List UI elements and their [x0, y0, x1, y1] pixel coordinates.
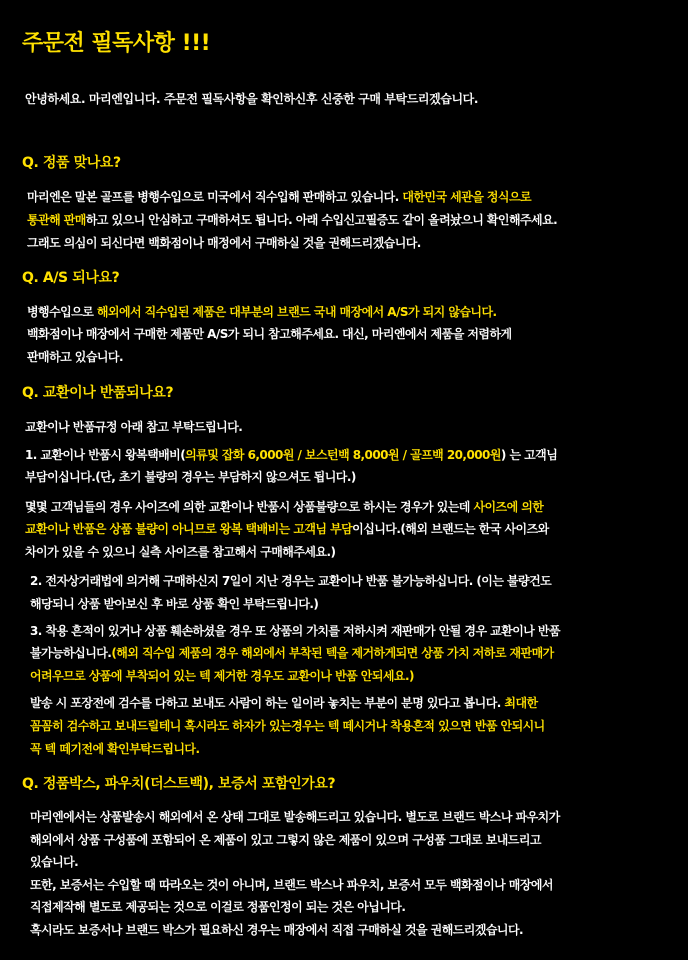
faq-answer-line [27, 188, 531, 205]
answer-text: 그래도 의심이 되신다면 백화점이나 매정에서 구매하실 것을 권해드리겠습니다. [27, 236, 421, 250]
faq-answer-line [30, 694, 538, 711]
highlighted-text: 꼭 텍 떼기전에 확인부탁드립니다. [30, 742, 200, 756]
faq-answer-line [30, 572, 551, 589]
faq-answer-line [30, 622, 560, 639]
faq-answer-line [30, 644, 554, 661]
answer-text: 판매하고 있습니다. [27, 350, 123, 364]
answer-text: 백화점이나 매장에서 구매한 제품만 A/S가 되니 참고해주세요. 대신, 마리엔에서 제품을 저렴하게 [27, 327, 512, 341]
answer-text: 불가능하십니다. [30, 646, 112, 660]
faq-answer-line [30, 740, 199, 757]
highlighted-text: 꼼꼼히 검수하고 보내드릴테니 혹시라도 하자가 있는경우는 텍 떼시거나 착용흔적 있으면 반품 안되시니 [30, 719, 545, 733]
answer-text: 마리엔에서는 상품발송시 해외에서 온 상태 그대로 발송해드리고 있습니다. 별도로 브랜드 박스나 파우치가 [30, 810, 560, 824]
answer-text: 병행수입으로 [27, 305, 97, 319]
highlighted-text: 의류및 잡화 6,000원 / 보스턴백 8,000원 / 골프백 20,000원 [185, 448, 501, 462]
answer-text: 2. 전자상거래법에 의거해 구매하신지 7일이 지난 경우는 교환이나 반품 불가능하십니다. (이는 불량건도 [30, 574, 552, 588]
highlighted-text: 해외에서 직수입된 제품은 대부분의 브랜드 국내 매장에서 A/S가 되지 않습니다. [96, 305, 497, 319]
faq-answer-line [27, 303, 497, 320]
answer-text: 혹시라도 보증서나 브랜드 박스가 필요하신 경우는 매장에서 직접 구매하실 것을 권해드리겠습니다. [30, 923, 524, 937]
faq-answer-line [25, 446, 557, 463]
answer-text: 발송 시 포장전에 검수를 다하고 보내도 사람이 하는 일이라 놓치는 부분이 분명 있다고 봅니다. [30, 696, 505, 710]
faq-answer-line [30, 921, 523, 938]
faq-answer-line [25, 498, 543, 515]
highlighted-text: 대한민국 세관을 정식으로 [402, 190, 532, 204]
answer-text: 해당되니 상품 받아보신 후 바로 상품 확인 부탁드립니다.) [30, 597, 319, 611]
highlighted-text: 어려우므로 상품에 부착되어 있는 텍 제거한 경우도 교환이나 반품 안되세요.) [30, 669, 414, 683]
answer-text: 부담이십니다.(단, 초기 불량의 경우는 부담하지 않으셔도 됩니다.) [25, 470, 356, 484]
faq-answer-line [25, 418, 242, 435]
faq-answer-line [27, 211, 557, 228]
faq-answer-line [25, 520, 549, 537]
answer-text: 3. 착용 흔적이 있거나 상품 훼손하셨을 경우 또 상품의 가치를 저하시켜 재판매가 안될 경우 교환이나 반품 [30, 624, 560, 638]
faq-answer-line [27, 234, 421, 251]
highlighted-text: 교환이나 반품은 상품 불량이 아니므로 왕복 택배비는 고객님 부담 [25, 522, 353, 536]
faq-answer-line [27, 325, 512, 342]
faq-answer-line [30, 717, 545, 734]
faq-question: Q. 교환이나 반품되나요? [22, 385, 174, 401]
highlighted-text: (해외 직수입 제품의 경우 해외에서 부착된 텍을 제거하게되면 상품 가치 저하로 재판매가 [111, 646, 554, 660]
faq-answer-line [30, 831, 541, 848]
faq-question: Q. 정품박스, 파우치(더스트백), 보증서 포함인가요? [22, 776, 336, 792]
faq-answer-line [27, 348, 123, 365]
answer-text: 하고 있으니 안심하고 구매하셔도 됩니다. 아래 수입신고필증도 같이 올려놨으니 확인해주세요. [85, 213, 558, 227]
answer-text: 있습니다. [30, 855, 79, 869]
answer-text: 교환이나 반품규정 아래 참고 부탁드립니다. [25, 420, 243, 434]
faq-answer-line [30, 808, 560, 825]
page-title: 주문전 필독사항 !!! [22, 31, 211, 56]
faq-question: Q. A/S 되나요? [22, 270, 120, 286]
faq-answer-line [30, 667, 414, 684]
highlighted-text: 최대한 [504, 696, 538, 710]
intro-text: 안녕하세요. 마리엔입니다. 주문전 필독사항을 확인하신후 신중한 구매 부탁드리겠습니다. [25, 92, 479, 106]
answer-text: 직접제작해 별도로 제공되는 것으로 이걸로 정품인정이 되는 것은 아닙니다. [30, 900, 406, 914]
answer-text: 차이가 있을 수 있으니 실측 사이즈를 참고해서 구매해주세요.) [25, 545, 336, 559]
answer-text: 이십니다.(해외 브랜드는 한국 사이즈와 [352, 522, 549, 536]
faq-question: Q. 정품 맞나요? [22, 155, 121, 171]
faq-answer-line [25, 468, 356, 485]
highlighted-text: 통관해 판매 [27, 213, 86, 227]
answer-text: 마리엔은 말본 골프를 병행수입으로 미국에서 직수입해 판매하고 있습니다. [27, 190, 403, 204]
faq-answer-line [30, 898, 405, 915]
faq-answer-line [30, 595, 318, 612]
answer-text: 1. 교환이나 반품시 왕복택배비( [25, 448, 186, 462]
faq-answer-line [25, 543, 335, 560]
faq-answer-line [30, 876, 553, 893]
answer-text: 몇몇 고객님들의 경우 사이즈에 의한 교환이나 반품시 상품불량으로 하시는 경우가 있는데 [25, 500, 474, 514]
answer-text: ) 는 고객님 [500, 448, 558, 462]
answer-text: 해외에서 상품 구성품에 포함되어 온 제품이 있고 그렇지 않은 제품이 있으며 구성품 그대로 보내드리고 [30, 833, 541, 847]
highlighted-text: 사이즈에 의한 [473, 500, 544, 514]
faq-answer-line [30, 853, 78, 870]
answer-text: 또한, 보증서는 수입할 때 따라오는 것이 아니며, 브랜드 박스나 파우치, 보증서 모두 백화점이나 매장에서 [30, 878, 553, 892]
